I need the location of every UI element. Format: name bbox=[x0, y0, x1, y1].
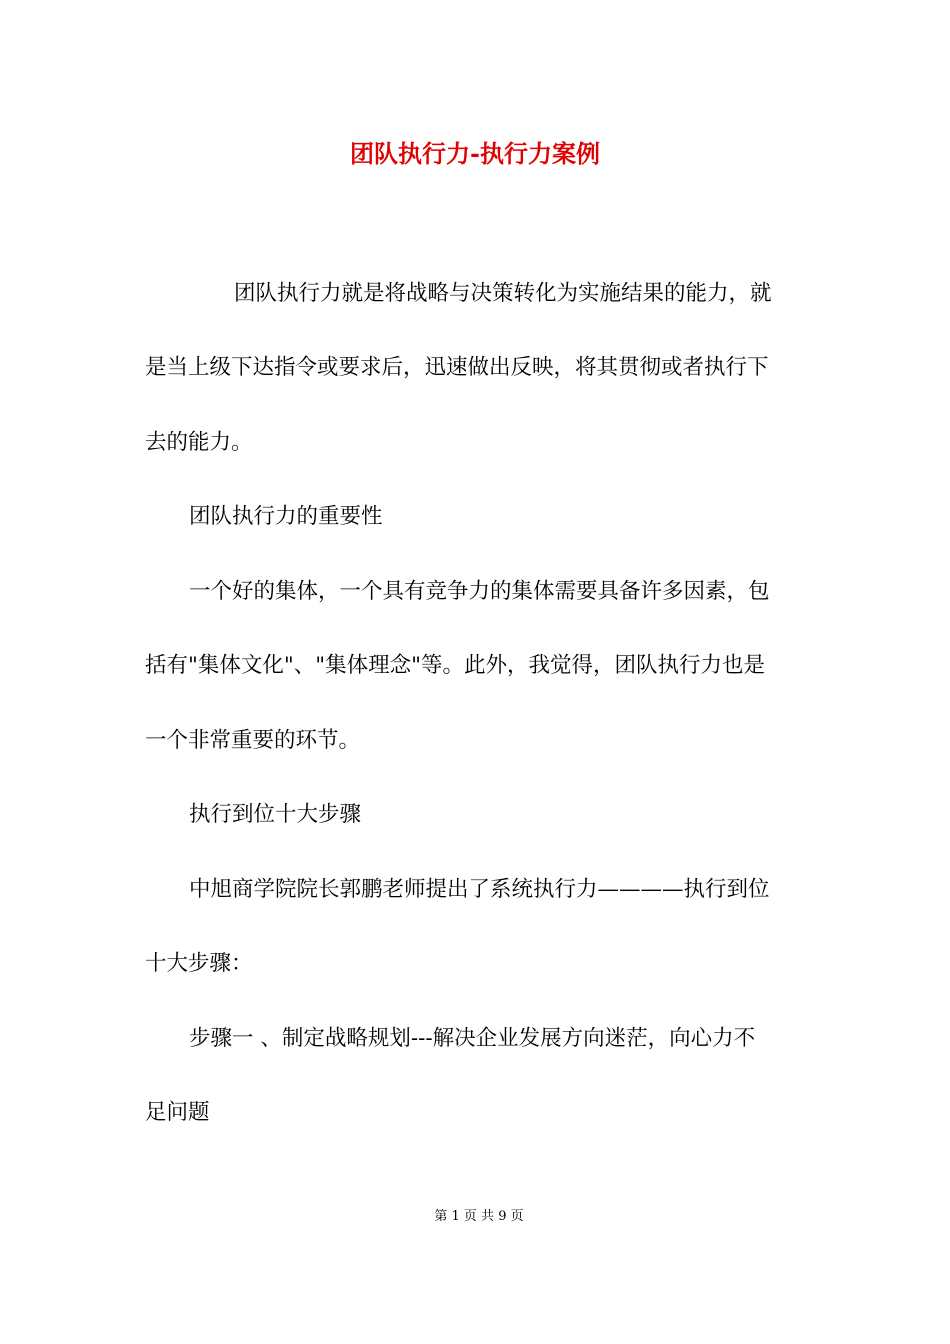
page-footer bbox=[0, 1207, 950, 1227]
body-line: 是当上级下达指令或要求后，迅速做出反映，将其贯彻或者执行下 bbox=[145, 355, 769, 380]
body-line: 步骤一 、制定战略规划---解决企业发展方向迷茫，向心力不 bbox=[189, 1026, 756, 1051]
body-line: 团队执行力就是将战略与决策转化为实施结果的能力，就 bbox=[234, 281, 772, 306]
body-line: 一个非常重要的环节。 bbox=[145, 728, 361, 753]
body-line: 中旭商学院院长郭鹏老师提出了系统执行力————执行到位 bbox=[189, 877, 770, 902]
body-line: 十大步骤： bbox=[145, 951, 253, 976]
page-number: 第 1 页 共 9 页 bbox=[434, 1209, 524, 1224]
body-line: 括有"集体文化"、"集体理念"等。此外，我觉得，团队执行力也是 bbox=[145, 653, 766, 678]
document-title: 团队执行力-执行力案例 bbox=[350, 139, 600, 168]
section-heading: 团队执行力的重要性 bbox=[189, 504, 383, 529]
body-line: 足问题 bbox=[145, 1100, 210, 1125]
body-line: 去的能力。 bbox=[145, 430, 253, 455]
body-line: 一个好的集体，一个具有竞争力的集体需要具备许多因素，包 bbox=[189, 579, 770, 604]
section-heading: 执行到位十大步骤 bbox=[189, 802, 362, 827]
